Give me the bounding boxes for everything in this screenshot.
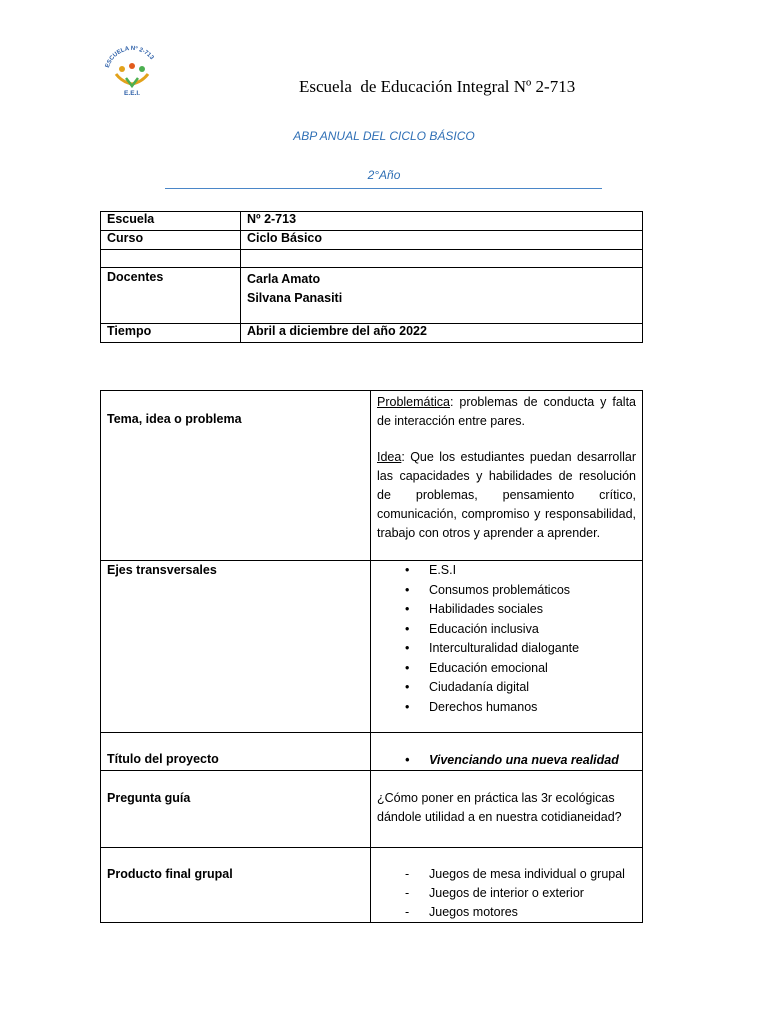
list-item: • Derechos humanos: [405, 698, 636, 718]
titulo-item: [377, 751, 636, 770]
ejes-list: [377, 561, 636, 717]
table-row: [101, 268, 643, 324]
info-table: [100, 211, 643, 343]
year-label: 2°Año: [367, 168, 401, 182]
docente-name: Carla Amato: [247, 272, 321, 286]
list-item: • Educación inclusiva: [405, 620, 636, 640]
list-item: • Habilidades sociales: [405, 600, 636, 620]
tiempo-label: Tiempo: [101, 324, 241, 343]
table-row: [101, 391, 643, 561]
pregunta-value: ¿Cómo poner en práctica las 3r ecológicas dándole utilidad a en nuestra cotidianeidad?: [371, 771, 643, 848]
list-item: • Ciudadanía digital: [405, 678, 636, 698]
list-item: - Juegos de interior o exterior: [405, 884, 636, 903]
table-row: [101, 324, 643, 343]
table-row: [101, 250, 643, 268]
ejes-content: [371, 561, 643, 733]
divider: [165, 188, 602, 189]
docentes-label: Docentes: [101, 268, 241, 324]
problematica-paragraph: [377, 393, 636, 431]
producto-content: [371, 848, 643, 923]
tema-content: [371, 391, 643, 561]
list-item: - Juegos motores: [405, 903, 636, 922]
tiempo-value: Abril a diciembre del año 2022: [241, 324, 643, 343]
table-row: [101, 848, 643, 923]
empty-cell: [241, 250, 643, 268]
project-table: [100, 390, 643, 923]
pregunta-label: Pregunta guía: [101, 771, 371, 848]
idea-text: : Que los estudiantes puedan desarrollar las capacidades y habilidades de resolución de problemas, pensamiento crítico, comunicación, compromiso y responsabilidad, trabajo con otros y aprender a aprender.: [377, 450, 636, 540]
table-row: [101, 733, 643, 771]
table-row: [101, 212, 643, 231]
curso-value: Ciclo Básico: [241, 231, 643, 250]
curso-label: Curso: [101, 231, 241, 250]
idea-paragraph: [377, 448, 636, 543]
document-subtitle: ABP ANUAL DEL CICLO BÁSICO: [293, 129, 475, 143]
logo-caption: E.E.I.: [124, 90, 140, 97]
list-item: • E.S.I: [405, 561, 636, 581]
list-item: • Interculturalidad dialogante: [405, 639, 636, 659]
docentes-value: [241, 268, 643, 324]
titulo-label: Título del proyecto: [101, 733, 371, 771]
docente-name: Silvana Panasiti: [247, 291, 343, 305]
empty-cell: [101, 250, 241, 268]
table-row: [101, 771, 643, 848]
titulo-content: [371, 733, 643, 771]
table-row: [101, 561, 643, 733]
ejes-label: Ejes transversales: [101, 561, 371, 733]
productos-list: [377, 865, 636, 922]
list-item: - Juegos de mesa individual o grupal: [405, 865, 636, 884]
table-row: [101, 231, 643, 250]
tema-label: Tema, idea o problema: [101, 391, 371, 561]
problematica-label: Problemática: [377, 395, 450, 409]
escuela-value: Nº 2-713: [241, 212, 643, 231]
bullet-icon: •: [405, 753, 410, 767]
titulo-value: Vivenciando una nueva realidad: [429, 753, 619, 767]
problematica-text: : problemas de conducta y falta de interacción entre pares.: [377, 395, 636, 428]
logo-arc-text: ESCUELA Nº 2-713: [104, 45, 155, 69]
list-item: • Educación emocional: [405, 659, 636, 679]
list-item: • Consumos problemáticos: [405, 581, 636, 601]
school-logo: [100, 44, 164, 98]
idea-label: Idea: [377, 450, 402, 464]
producto-label: Producto final grupal: [101, 848, 371, 923]
escuela-label: Escuela: [101, 212, 241, 231]
page-title: Escuela de Educación Integral Nº 2-713: [299, 77, 576, 96]
